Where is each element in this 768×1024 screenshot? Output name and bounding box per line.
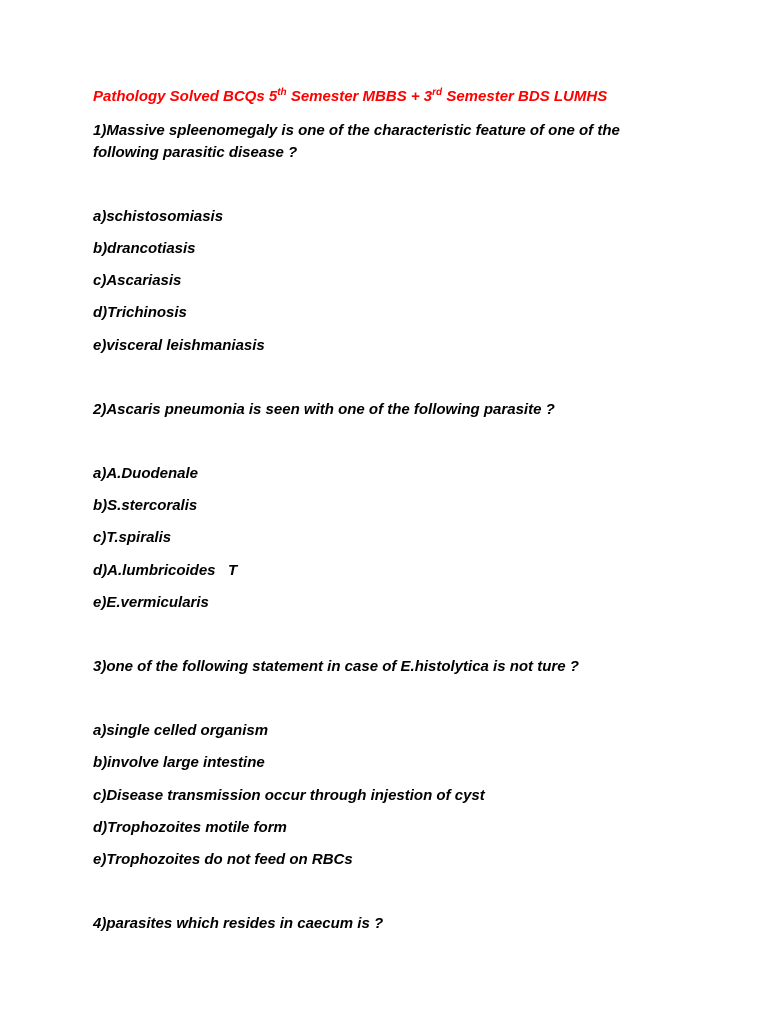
title-part-3: Semester BDS LUMHS — [442, 88, 608, 105]
q1-option-e: e)visceral leishmaniasis — [93, 337, 265, 354]
question-4: 4)parasites which resides in caecum is ? — [93, 915, 384, 932]
q1-option-c: c)Ascariasis — [93, 272, 182, 289]
question-2: 2)Ascaris pneumonia is seen with one of the following parasite ? — [93, 401, 555, 418]
q1-option-b: b)drancotiasis — [93, 240, 196, 257]
title-superscript-2: rd — [432, 87, 443, 98]
q2-option-c: c)T.spiralis — [93, 529, 172, 546]
document-title — [93, 88, 607, 105]
title-part-1: Pathology Solved BCQs 5 — [93, 88, 278, 105]
q3-option-d: d)Trophozoites motile form — [93, 819, 287, 836]
q2-option-d: d)A.lumbricoides T — [93, 562, 238, 579]
q1-option-a: a)schistosomiasis — [93, 208, 224, 225]
q1-option-d: d)Trichinosis — [93, 304, 187, 321]
question-1: 1)Massive spleenomegaly is one of the characteristic feature of one of the following parasitic disease ? — [93, 122, 620, 161]
title-superscript-1: th — [277, 87, 287, 98]
q3-option-a: a)single celled organism — [93, 722, 269, 739]
q3-option-c: c)Disease transmission occur through injestion of cyst — [93, 787, 485, 804]
q3-option-b: b)involve large intestine — [93, 754, 265, 771]
q2-option-a: a)A.Duodenale — [93, 465, 199, 482]
q2-option-b: b)S.stercoralis — [93, 497, 198, 514]
title-part-2: Semester MBBS + 3 — [286, 88, 433, 105]
question-3: 3)one of the following statement in case of E.histolytica is not ture ? — [93, 658, 579, 675]
q2-option-e: e)E.vermicularis — [93, 594, 209, 611]
q3-option-e: e)Trophozoites do not feed on RBCs — [93, 851, 353, 868]
